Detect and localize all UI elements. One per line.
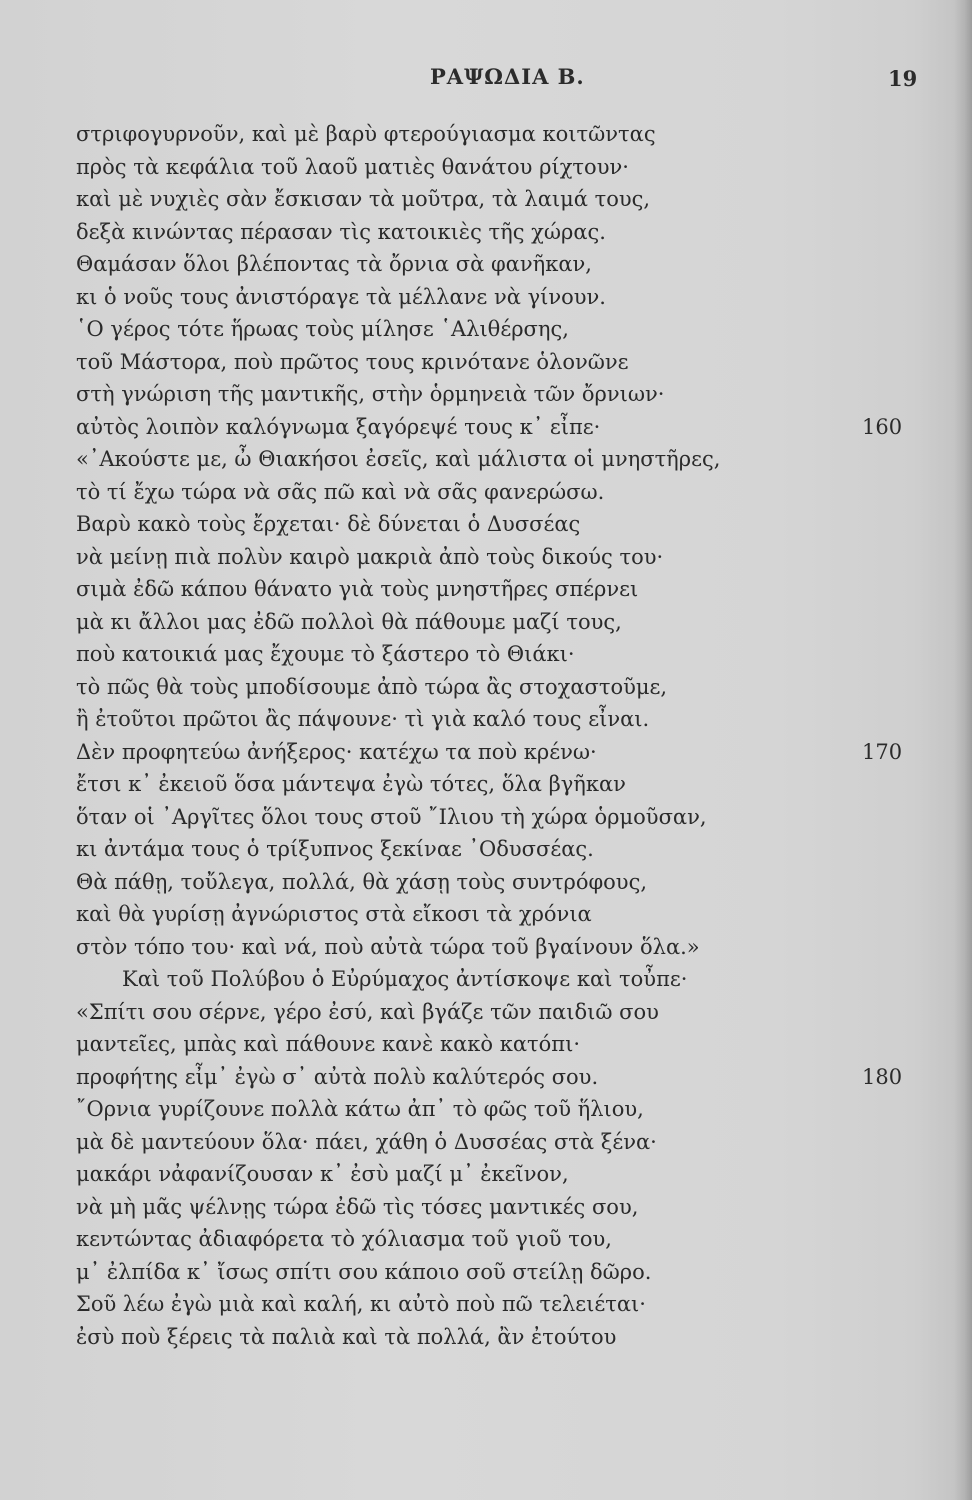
verse-line (76, 1288, 906, 1321)
verse-line (76, 996, 906, 1029)
verse-line (76, 216, 906, 249)
verse-line-text: τοῦ Μάστορα, ποὺ πρῶτος τους κρινότανε ὁλονῶνε (76, 349, 629, 374)
verse-line (76, 151, 906, 184)
verse-line (76, 963, 906, 996)
verse-line-text: στριφογυρνοῦν, καὶ μὲ βαρὺ φτερούγιασμα κοιτῶντας (76, 122, 656, 146)
verse-line-text: προφήτης εἶμ᾽ ἐγὼ σ᾽ αὐτὰ πολὺ καλύτερός σου. (76, 1064, 599, 1089)
verse-line (76, 768, 906, 801)
verse-line-text: καὶ μὲ νυχιὲς σὰν ἔσκισαν τὰ μοῦτρα, τὰ λαιμά τους, (76, 187, 651, 211)
verse-line-text: νὰ μὴ μᾶς ψέλνῃς τώρα ἐδῶ τὶς τόσες μαντικές σου, (76, 1194, 639, 1219)
verse-line (76, 281, 906, 314)
verse-line (76, 476, 906, 509)
verse-line-text: μὰ δὲ μαντεύουν ὅλα· πάει, χάθη ὁ Δυσσέας στὰ ξένα· (76, 1129, 657, 1154)
verse-line (76, 736, 906, 769)
verse-line (76, 443, 906, 476)
page-number: 19 (888, 66, 918, 91)
verse-line (76, 671, 906, 704)
running-title: ΡΑΨΩΔΙΑ Β. (430, 64, 585, 89)
verse-line-text: δεξὰ κινώντας πέρασαν τὶς κατοικιὲς τῆς χώρας. (76, 219, 606, 244)
verse-line (76, 573, 906, 606)
verse-line-text: ἐσὺ ποὺ ξέρεις τὰ παλιὰ καὶ τὰ πολλά, ἂν ἐτούτου (76, 1324, 617, 1349)
verse-line (76, 248, 906, 281)
verse-line (76, 1223, 906, 1256)
verse-line-text: καὶ θὰ γυρίσῃ ἀγνώριστος στὰ εἴκοσι τὰ χρόνια (76, 902, 592, 926)
verse-line-text: Σοῦ λέω ἐγὼ μιὰ καὶ καλή, κι αὐτὸ ποὺ πῶ τελειέται· (76, 1292, 646, 1316)
verse-line-text: στὴ γνώριση τῆς μαντικῆς, στὴν ὁρμηνειὰ τῶν ὄρνιων· (76, 382, 665, 406)
verse-line-text: ἔτσι κ᾽ ἐκειοῦ ὅσα μάντεψα ἐγὼ τότες, ὅλα βγῆκαν (76, 772, 626, 796)
verse-line-text: Θὰ πάθῃ, τοὔλεγα, πολλά, θὰ χάσῃ τοὺς συντρόφους, (76, 869, 648, 894)
verse-line (76, 931, 906, 964)
verse-line (76, 346, 906, 379)
verse-line-text: νὰ μείνῃ πιὰ πολὺν καιρὸ μακριὰ ἀπὸ τοὺς δικούς του· (76, 544, 664, 569)
verse-line-text: στὸν τόπο του· καὶ νά, ποὺ αὐτὰ τώρα τοῦ βγαίνουν ὅλα.» (76, 934, 700, 959)
verse-line-text: μακάρι νἀφανίζουσαν κ᾽ ἐσὺ μαζί μ᾽ ἐκεῖνον, (76, 1162, 569, 1186)
verse-line-text: πρὸς τὰ κεφάλια τοῦ λαοῦ ματιὲς θανάτου ρίχτουν· (76, 154, 629, 179)
verse-line-text: κεντώντας ἀδιαφόρετα τὸ χόλιασμα τοῦ γιοῦ του, (76, 1227, 612, 1251)
line-number: 180 (862, 1064, 903, 1089)
verse-line (76, 1126, 906, 1159)
verse-line (76, 1256, 906, 1289)
verse-line (76, 313, 906, 346)
verse-line-text: μ᾽ ἐλπίδα κ᾽ ἴσως σπίτι σου κάποιο σοῦ στείλῃ δῶρο. (76, 1259, 652, 1284)
verse-line (76, 378, 906, 411)
verse-line-text: ἢ ἐτοῦτοι πρῶτοι ἂς πάψουνε· τὶ γιὰ καλό τους εἶναι. (76, 707, 650, 731)
verse-line-text: «Σπίτι σου σέρνε, γέρο ἐσύ, καὶ βγάζε τῶν παιδιῶ σου (76, 999, 659, 1024)
verse-line (76, 638, 906, 671)
line-number: 170 (862, 739, 903, 764)
verse-line (76, 508, 906, 541)
verse-line-text: κι ὁ νοῦς τους ἀνιστόραγε τὰ μέλλανε νὰ γίνουν. (76, 284, 606, 309)
verse-line (76, 1028, 906, 1061)
verse-line (76, 606, 906, 639)
verse-line (76, 183, 906, 216)
verse-line (76, 1158, 906, 1191)
verse-line-text: ποὺ κατοικιά μας ἔχουμε τὸ ξάστερο τὸ Θιάκι· (76, 642, 575, 666)
verse-line (76, 898, 906, 931)
verse-line-text: τὸ τί ἔχω τώρα νὰ σᾶς πῶ καὶ νὰ σᾶς φανερώσω. (76, 479, 605, 504)
verse-line (76, 541, 906, 574)
line-number: 160 (862, 414, 903, 439)
page-edge-shadow (954, 0, 972, 1500)
verse-line-text: μαντεῖες, μπὰς καὶ πάθουνε κανὲ κακὸ κατόπι· (76, 1032, 580, 1056)
verse-line (76, 1191, 906, 1224)
verse-line (76, 703, 906, 736)
verse-line (76, 1093, 906, 1126)
verse-text-block (76, 118, 906, 1353)
running-header (0, 64, 972, 94)
verse-line-text: κι ἀντάμα τους ὁ τρίξυπνος ξεκίναε ᾽Οδυσσέας. (76, 837, 594, 861)
verse-line (76, 833, 906, 866)
verse-line (76, 118, 906, 151)
verse-line (76, 801, 906, 834)
verse-line-text: τὸ πῶς θὰ τοὺς μποδίσουμε ἀπὸ τώρα ἂς στοχαστοῦμε, (76, 674, 668, 699)
verse-line-text: αὐτὸς λοιπὸν καλόγνωμα ξαγόρεψέ τους κ᾽ εἶπε· (76, 414, 601, 439)
verse-line (76, 411, 906, 444)
verse-line-text: Δὲν προφητεύω ἀνήξερος· κατέχω τα ποὺ κρένω· (76, 739, 597, 764)
verse-line (76, 1321, 906, 1354)
verse-line-text: ὅταν οἱ ᾽Αργῖτες ὅλοι τους στοῦ ῎Ιλιου τὴ χώρα ὁρμοῦσαν, (76, 804, 707, 829)
verse-line-text: ῾Ο γέρος τότε ἥρωας τοὺς μίλησε ῾Αλιθέρσης, (76, 317, 569, 341)
verse-line (76, 1061, 906, 1094)
verse-line-text: σιμὰ ἐδῶ κάπου θάνατο γιὰ τοὺς μνηστῆρες σπέρνει (76, 577, 639, 601)
verse-line-text: Καὶ τοῦ Πολύβου ὁ Εὐρύμαχος ἀντίσκοψε καὶ τοὖπε· (122, 967, 688, 991)
verse-line-text: Βαρὺ κακὸ τοὺς ἔρχεται· δὲ δύνεται ὁ Δυσσέας (76, 512, 581, 536)
verse-line-text: μὰ κι ἄλλοι μας ἐδῶ πολλοὶ θὰ πάθουμε μαζί τους, (76, 609, 622, 634)
verse-line (76, 866, 906, 899)
verse-line-text: «᾽Ακούστε με, ὦ Θιακήσοι ἐσεῖς, καὶ μάλιστα οἱ μνηστῆρες, (76, 447, 721, 471)
verse-line-text: ῎Ορνια γυρίζουνε πολλὰ κάτω ἀπ᾽ τὸ φῶς τοῦ ἥλιου, (76, 1097, 644, 1121)
verse-line-text: Θαμάσαν ὅλοι βλέποντας τὰ ὄρνια σὰ φανῆκαν, (76, 252, 592, 276)
